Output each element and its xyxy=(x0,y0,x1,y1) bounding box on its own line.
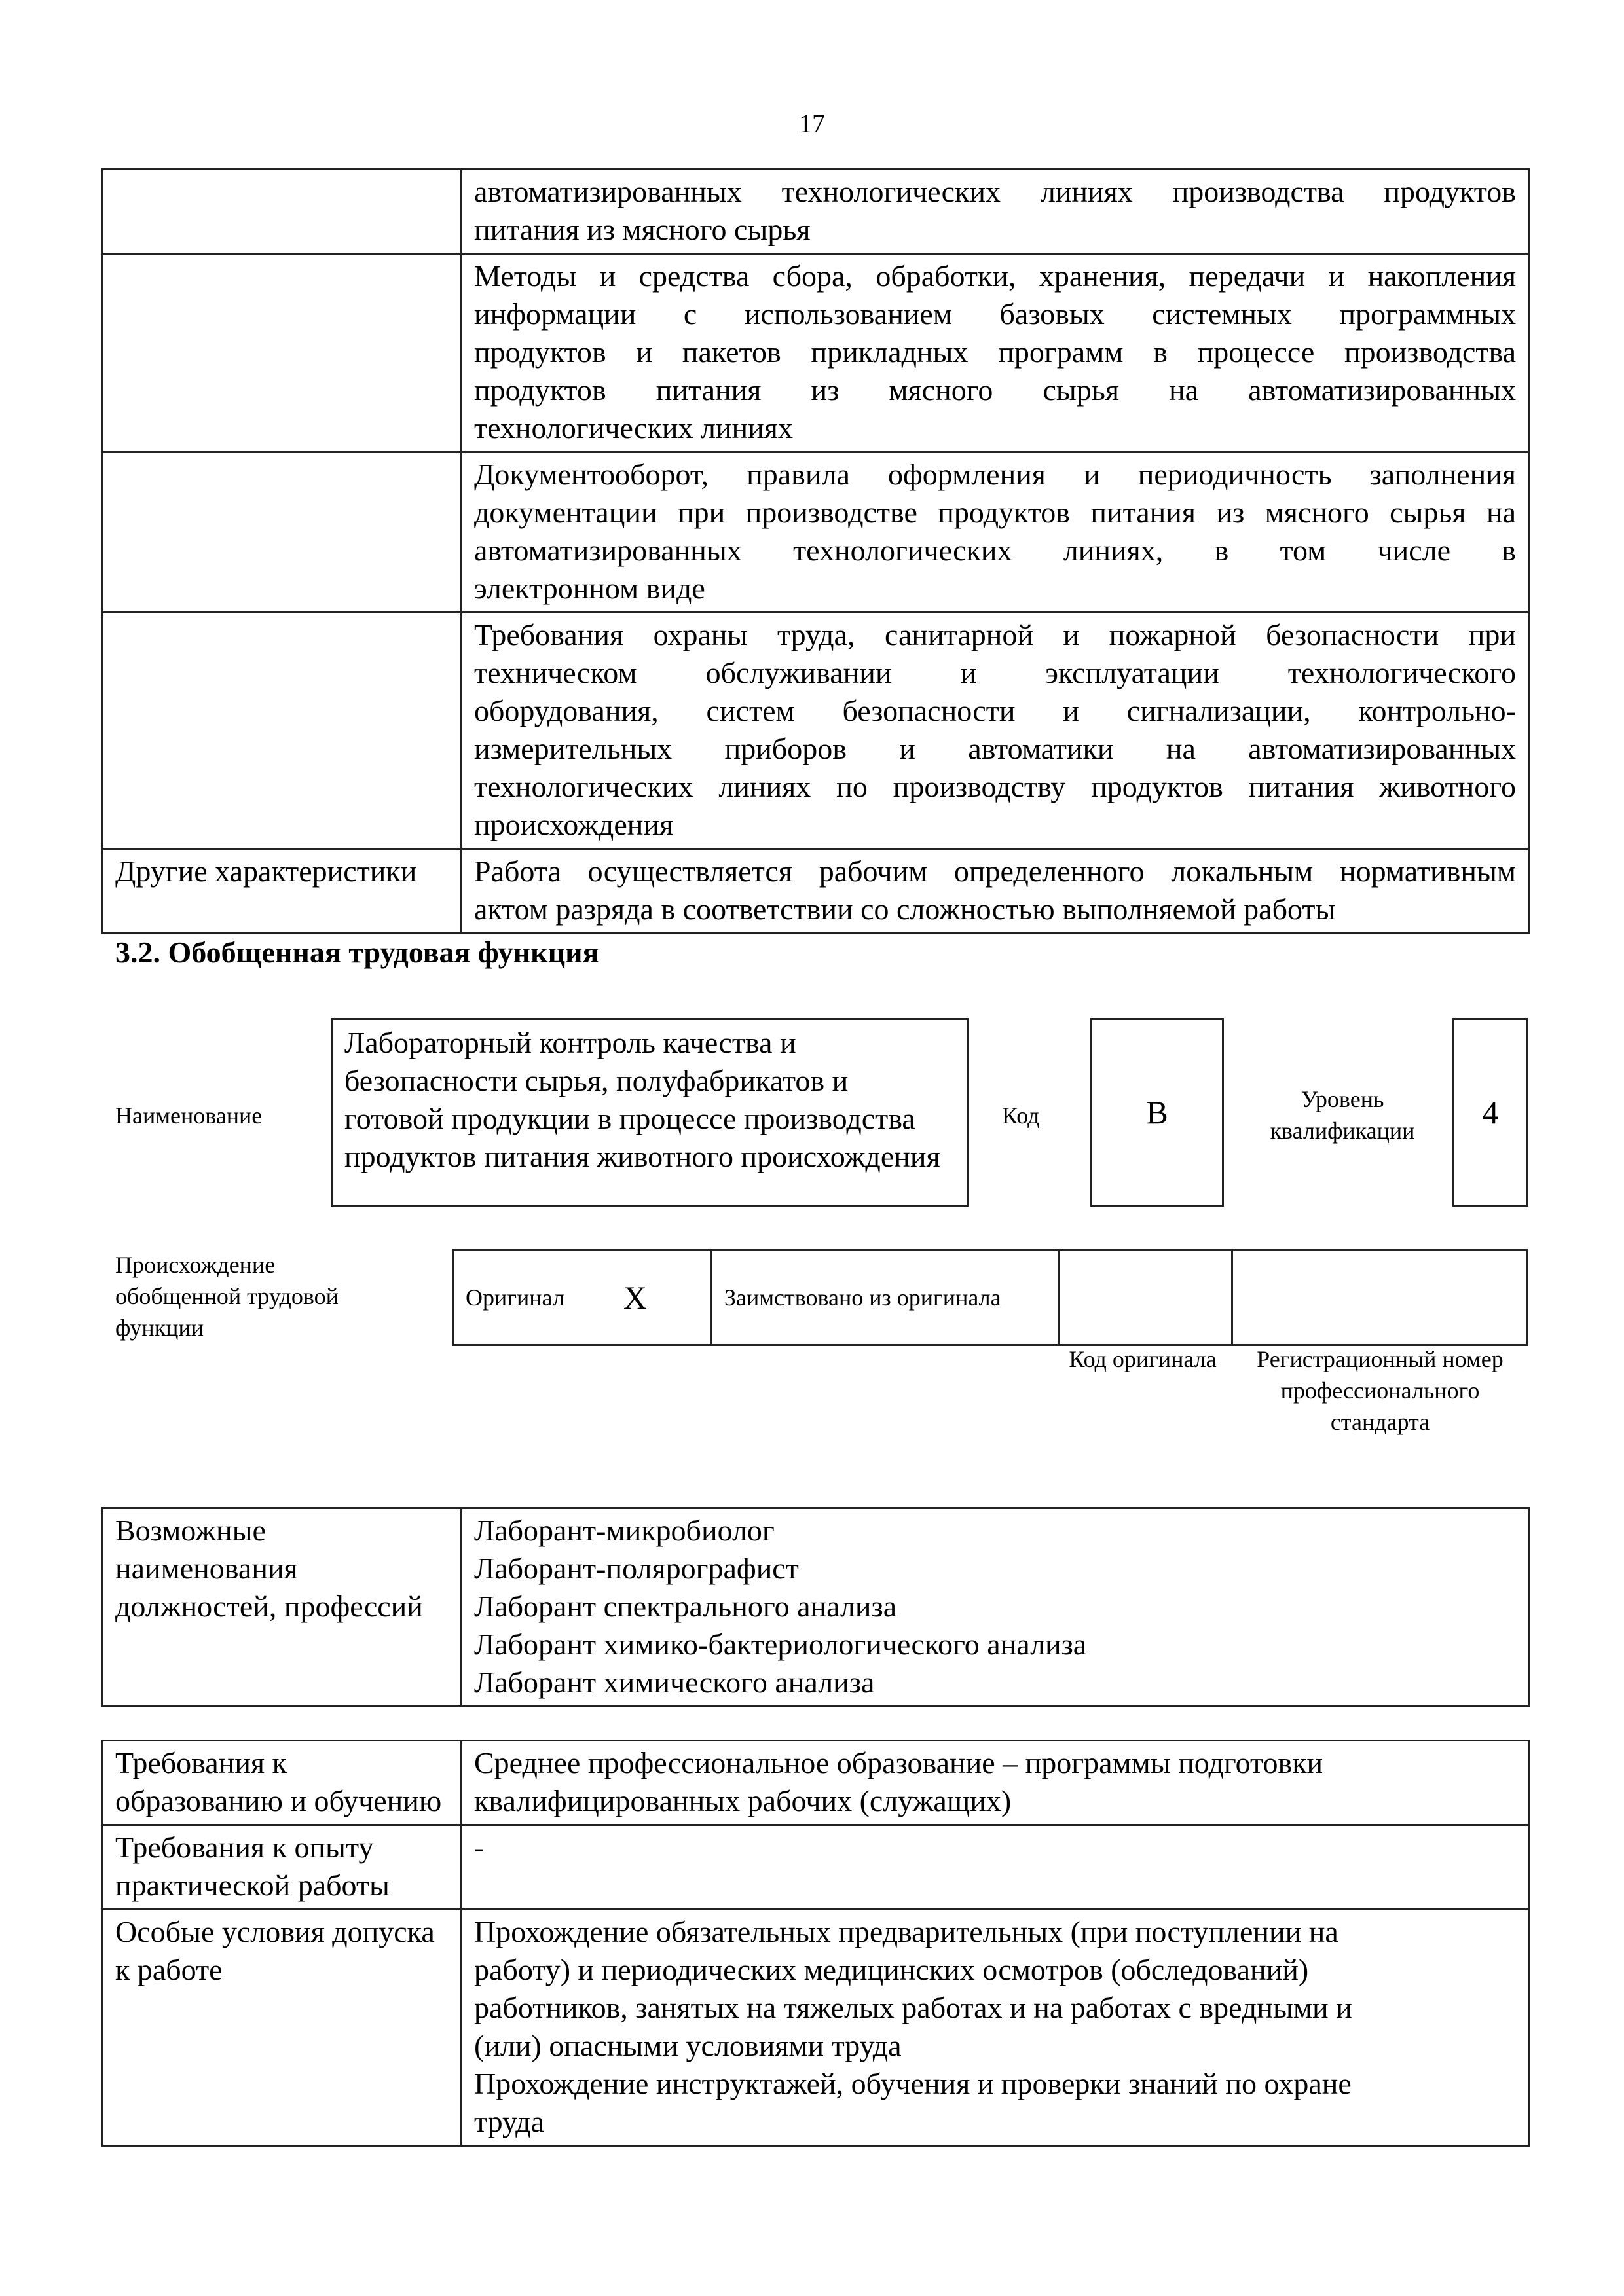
list-item: Лаборант-полярографист xyxy=(474,1552,799,1585)
table-row xyxy=(103,613,1529,849)
table-cell-left xyxy=(103,1910,462,2146)
text-line: автоматизированных технологических линиях производства продуктов xyxy=(474,175,1516,208)
text-line: питания из мясного сырья xyxy=(474,213,811,246)
text-line: электронном виде xyxy=(474,572,705,605)
text-line: документации при производстве продуктов питания из мясного сырья на xyxy=(474,496,1516,529)
other-characteristics-label: Другие характеристики xyxy=(115,854,417,888)
education-label: Требования к образованию и обучению xyxy=(115,1746,442,1817)
section-heading: 3.2. Обобщенная трудовая функция xyxy=(115,936,599,969)
original-label: Оригинал xyxy=(466,1285,564,1311)
job-titles-table xyxy=(101,1507,1530,1707)
text-line: Прохождение обязательных предварительных (при поступлении на xyxy=(474,1915,1338,1948)
list-item: Лаборант-микробиолог xyxy=(474,1514,775,1547)
origin-table xyxy=(452,1249,1528,1346)
table-row xyxy=(103,849,1529,934)
table-cell-right xyxy=(462,613,1529,849)
list-item: Лаборант спектрального анализа xyxy=(474,1590,897,1623)
code-value: B xyxy=(1090,1018,1224,1207)
table-row xyxy=(453,1250,1527,1345)
table-cell-left xyxy=(103,613,462,849)
table-cell-left xyxy=(103,1741,462,1825)
text-line: Работа осуществляется рабочим определенного локальным нормативным xyxy=(474,854,1516,888)
knowledge-table xyxy=(101,168,1530,934)
text-line: информации с использованием базовых системных программных xyxy=(474,297,1516,331)
list-item: Лаборант химико-бактериологического анализа xyxy=(474,1628,1087,1661)
text-line: оборудования, систем безопасности и сигнализации, контрольно- xyxy=(474,694,1516,727)
text-line: Среднее профессиональное образование – программы подготовки xyxy=(474,1746,1323,1779)
table-cell-left xyxy=(103,254,462,452)
table-cell-right xyxy=(462,1508,1529,1707)
code-original-caption: Код оригинала xyxy=(1069,1346,1217,1372)
table-row xyxy=(103,254,1529,452)
table-cell-left xyxy=(103,849,462,934)
original-mark: X xyxy=(623,1279,647,1316)
table-row xyxy=(103,1741,1529,1825)
table-row xyxy=(103,170,1529,254)
experience-label: Требования к опыту практической работы xyxy=(115,1831,390,1902)
admission-label: Особые условия допуска к работе xyxy=(115,1915,435,1986)
code-label: Код xyxy=(1002,1102,1040,1129)
text-line: продуктов и пакетов прикладных программ в процессе производства xyxy=(474,335,1516,369)
table-cell-left xyxy=(103,452,462,613)
borrowed-label: Заимствовано из оригинала xyxy=(724,1285,1001,1311)
table-cell-right xyxy=(462,1825,1529,1910)
table-cell-right xyxy=(462,170,1529,254)
code-original-cell xyxy=(1059,1250,1232,1345)
list-item: Лаборант химического анализа xyxy=(474,1666,875,1699)
text-line: технологических линиях xyxy=(474,411,793,445)
text-line: происхождения xyxy=(474,808,674,841)
text-line: (или) опасными условиями труда xyxy=(474,2029,902,2062)
table-row xyxy=(103,452,1529,613)
table-cell-right xyxy=(462,849,1529,934)
text-line: Методы и средства сбора, обработки, хранения, передачи и накопления xyxy=(474,259,1516,293)
borrowed-cell xyxy=(712,1250,1059,1345)
qualification-level-label: Уровень квалификации xyxy=(1270,1086,1415,1144)
text-line: работников, занятых на тяжелых работах и на работах с вредными и xyxy=(474,1991,1352,2024)
table-cell-right xyxy=(462,254,1529,452)
table-cell-left xyxy=(103,1825,462,1910)
text-line: квалифицированных рабочих (служащих) xyxy=(474,1784,1012,1817)
origin-label: Происхождение обобщенной трудовой функции xyxy=(115,1252,339,1341)
table-row xyxy=(103,1825,1529,1910)
text-line: технологических линиях по производству продуктов питания животного xyxy=(474,770,1516,803)
name-label: Наименование xyxy=(115,1102,263,1129)
qualification-level-value: 4 xyxy=(1452,1018,1528,1207)
table-cell-right xyxy=(462,1910,1529,2146)
page-number: 17 xyxy=(799,109,825,138)
text-line: Требования охраны труда, санитарной и пожарной безопасности при xyxy=(474,618,1516,651)
text-line: актом разряда в соответствии со сложностью выполняемой работы xyxy=(474,892,1336,926)
text-line: Документооборот, правила оформления и периодичность заполнения xyxy=(474,458,1516,491)
text-line: - xyxy=(474,1831,485,1864)
table-cell-left xyxy=(103,170,462,254)
job-titles-label: Возможные наименования должностей, профессий xyxy=(115,1514,423,1623)
reg-number-caption: Регистрационный номер профессионального стандарта xyxy=(1257,1346,1504,1435)
reg-number-cell xyxy=(1232,1250,1527,1345)
text-line: Прохождение инструктажей, обучения и проверки знаний по охране xyxy=(474,2067,1352,2100)
table-cell-right xyxy=(462,452,1529,613)
text-line: продуктов питания из мясного сырья на автоматизированных xyxy=(474,373,1516,407)
table-row xyxy=(103,1508,1529,1707)
text-line: техническом обслуживании и эксплуатации технологического xyxy=(474,656,1516,689)
function-name-value: Лабораторный контроль качества и безопасности сырья, полуфабрикатов и готовой продукции в процессе производства продуктов питания животного происхождения xyxy=(344,1026,940,1173)
text-line: труда xyxy=(474,2105,544,2138)
table-cell-left xyxy=(103,1508,462,1707)
text-line: работу) и периодических медицинских осмотров (обследований) xyxy=(474,1953,1309,1986)
text-line: автоматизированных технологических линиях, в том числе в xyxy=(474,534,1516,567)
requirements-table xyxy=(101,1740,1530,2147)
text-line: измерительных приборов и автоматики на автоматизированных xyxy=(474,732,1516,765)
function-name-box xyxy=(331,1018,969,1207)
table-cell-right xyxy=(462,1741,1529,1825)
table-row xyxy=(103,1910,1529,2146)
original-cell xyxy=(453,1250,712,1345)
